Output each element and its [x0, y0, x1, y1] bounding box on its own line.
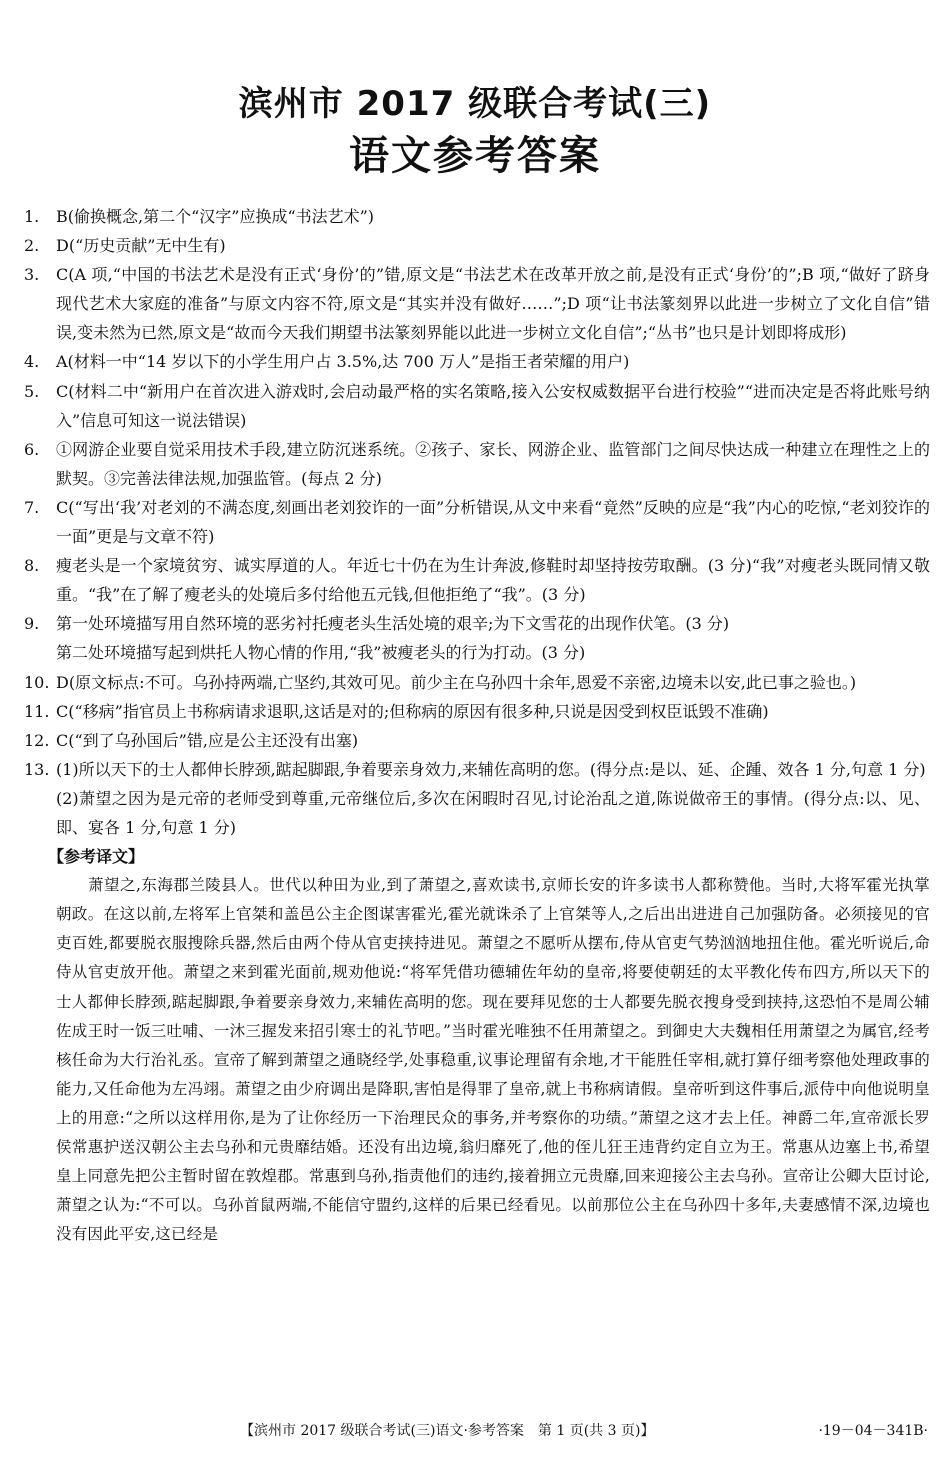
- answer-text: D(“历史贡献”无中生有): [56, 236, 226, 256]
- answer-item: [24, 435, 930, 493]
- answer-number: 8.: [24, 556, 40, 576]
- answer-item: [24, 493, 930, 551]
- answer-text: A(材料一中“14 岁以下的小学生用户占 3.5%,达 700 万人”是指王者荣耀的用户): [56, 352, 630, 372]
- footer-page-info: 【滨州市 2017 级联合考试(三)语文·参考答案 第 1 页(共 3 页)】: [240, 1423, 655, 1439]
- reference-translation-text: 萧望之,东海郡兰陵县人。世代以种田为业,到了萧望之,喜欢读书,京师长安的许多读书人都称赞他。当时,大将军霍光执掌朝政。在这以前,左将军上官桀和盖邑公主企图谋害霍光,霍光就诛杀了上官桀等人,之后出出进进自己加强防备。必须接见的官吏百姓,都要脱衣服搜除兵器,然后由两个侍从官吏挟持进见。萧望之不愿听从摆布,侍从官吏气势汹汹地扭住他。霍光听说后,命侍从官吏放开他。萧望之来到霍光面前,规劝他说:“将军凭借功德辅佐年幼的皇帝,将要使朝廷的太平教化传布四方,所以天下的士人都伸长脖颈,踮起脚跟,争着要亲身效力,来辅佐高明的您。现在要拜见您的士人都要先脱衣搜身受到挟持,这恐怕不是周公辅佐成王时一饭三吐哺、一沐三握发来招引寒士的礼节吧。”当时霍光唯独不任用萧望之。到御史大夫魏相任用萧望之为属官,经考核任命为大行治礼丞。宣帝了解到萧望之通晓经学,处事稳重,议事论理留有余地,才干能胜任宰相,就打算仔细考察他处理政事的能力,又任命他为左冯翊。萧望之由少府调出是降职,害怕是得罪了皇帝,就上书称病请假。皇帝听到这件事后,派侍中向他说明皇上的用意:“之所以这样用你,是为了让你经历一下治理民众的事务,并考察你的功绩。”萧望之这才去上任。神爵二年,宣帝派长罗侯常惠护送汉朝公主去乌孙和元贵靡结婚。还没有出边境,翁归靡死了,他的侄儿狂王违背约定自立为王。常惠从边塞上书,希望皇上同意先把公主暂时留在敦煌郡。常惠到乌孙,指责他们的违约,接着拥立元贵靡,回来迎接公主去乌孙。宣帝让公卿大臣讨论,萧望之认为:“不可以。乌孙首鼠两端,不能信守盟约,这样的后果已经看见。以前那位公主在乌孙四十多年,夫妻感情不深,边境也没有因此平安,这已经是: [56, 876, 930, 1244]
- answer-item: [24, 697, 930, 726]
- answer-number: 6.: [24, 439, 40, 459]
- answer-text: B(偷换概念,第二个“汉字”应换成“书法艺术”): [56, 207, 375, 226]
- answer-number: 11.: [24, 701, 50, 721]
- answer-number: 5.: [24, 381, 40, 401]
- answer-text-part2: 第二处环境描写起到烘托人物心情的作用,“我”被瘦老头的行为打动。(3 分): [56, 643, 586, 663]
- answer-number: 9.: [24, 614, 40, 634]
- reference-translation-heading: 【参考译文】: [48, 847, 145, 867]
- answer-text: C(A 项,“中国的书法艺术是没有正式‘身份’的”错,原文是“书法艺术在改革开放之前,是没有正式‘身份’的”;B 项,“做好了跻身现代艺术大家庭的准备”与原文内容不符,原文是“其实并没有做好……”;D 项“让书法篆刻界以此进一步树立了文化自信”错误,变未然为已然,原文是“故而今天我们期望书法篆刻界能以此进一步树立文化自信”;“丛书”也只是计划即将成形): [56, 265, 930, 343]
- answer-number: 7.: [24, 497, 40, 517]
- answer-item: [24, 377, 930, 435]
- answer-number: 1.: [24, 207, 40, 226]
- answer-text: 瘦老头是一个家境贫穷、诚实厚道的人。年近七十仍在为生计奔波,修鞋时却坚持按劳取酬。(3 分)“我”对瘦老头既同情又敬重。“我”在了解了瘦老头的处境后多付给他五元钱,但他拒绝了“我”。(3 分): [56, 556, 930, 605]
- answer-number: 3.: [24, 265, 40, 285]
- answer-text: C(“移病”指官员上书称病请求退职,这话是对的;但称病的原因有很多种,只说是因受到权臣诋毁不准确): [56, 701, 769, 721]
- answer-text: C(材料二中“新用户在首次进入游戏时,会启动最严格的实名策略,接入公安权威数据平台进行校验”“进而决定是否将此账号纳入”信息可知这一说法错误): [56, 381, 930, 430]
- answer-item: [24, 347, 930, 376]
- answer-text: C(“写出‘我’对老刘的不满态度,刻画出老刘狡诈的一面”分析错误,从文中来看“竟然”反映的应是“我”内心的吃惊,“老刘狡诈的一面”更是与文章不符): [56, 497, 930, 547]
- answer-number: 2.: [24, 236, 40, 256]
- answer-text: C(“到了乌孙国后”错,应是公主还没有出塞): [56, 730, 359, 750]
- answer-item: [24, 231, 930, 260]
- answer-item: [24, 726, 930, 755]
- answer-item: [24, 668, 930, 697]
- answer-item: [24, 609, 930, 667]
- answer-item: [24, 260, 930, 347]
- answer-text: 第一处环境描写用自然环境的恶劣衬托瘦老头生活处境的艰辛;为下文雪花的出现作伏笔。(3 分): [56, 614, 730, 634]
- footer-code: ·19－04－341B·: [818, 1423, 928, 1439]
- answer-item: [24, 755, 930, 842]
- answer-list: [24, 202, 930, 1249]
- answer-text-part2: (2)萧望之因为是元帝的老师受到尊重,元帝继位后,多次在闲暇时召见,讨论治乱之道,陈说做帝王的事情。(得分点:以、见、即、宴各 1 分,句意 1 分): [56, 788, 930, 837]
- document-title: 语文参考答案: [349, 133, 601, 179]
- answer-text: D(原文标点:不可。乌孙持两端,亡坚约,其效可见。前少主在乌孙四十余年,恩爱不亲密,边境未以安,此已事之验也。): [56, 672, 857, 692]
- answer-item: [24, 202, 930, 231]
- answer-item: [24, 551, 930, 609]
- answer-text: ①网游企业要自觉采用技术手段,建立防沉迷系统。②孩子、家长、网游企业、监管部门之间尽快达成一种建立在理性之上的默契。③完善法律法规,加强监管。(每点 2 分): [56, 439, 930, 488]
- answer-number: 4.: [24, 352, 40, 372]
- answer-number: 12.: [24, 730, 50, 750]
- answer-number: 13.: [24, 759, 50, 779]
- answer-number: 10.: [24, 672, 50, 692]
- exam-title: 滨州市 2017 级联合考试(三): [238, 84, 712, 124]
- answer-text: (1)所以天下的士人都伸长脖颈,踮起脚跟,争着要亲身效力,来辅佐高明的您。(得分点:是以、延、企踵、效各 1 分,句意 1 分): [56, 759, 926, 779]
